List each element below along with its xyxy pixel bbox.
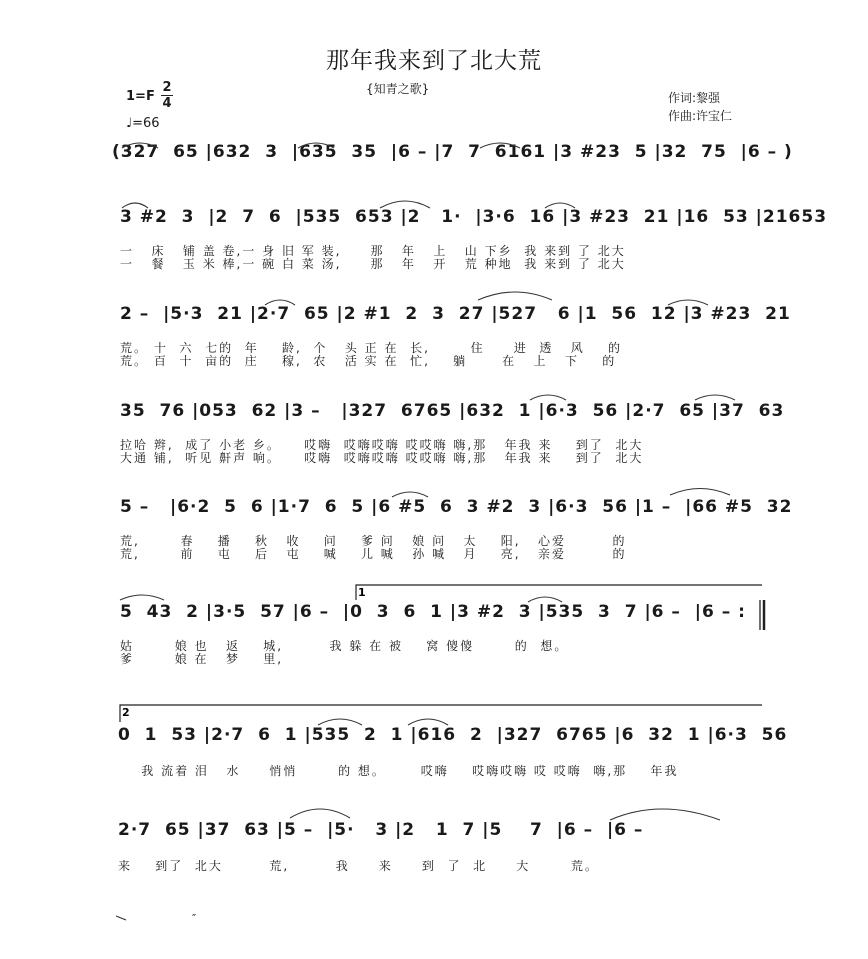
notes-line: 5 43 2 |3·5 57 |6 – |0 3 6 1 |3 #2 3 |535 3 7 |6 – |6 – : <box>120 602 746 622</box>
slur-mark <box>290 809 350 818</box>
lyrics-verse-2: 荒。 百 十 亩的 庄 稼, 农 活 实 在 忙, 躺 在 上 下 的 <box>120 354 617 368</box>
slur-mark <box>120 595 164 600</box>
slur-mark <box>298 143 334 148</box>
key-signature: 1=F <box>126 89 155 104</box>
slur-mark <box>318 719 362 725</box>
lyrics-verse-1: 姑 娘 也 返 城, 我 躲 在 被 窝 傻傻 的 想。 <box>120 639 569 653</box>
footer-mark: ″ <box>192 912 197 925</box>
lyrics-verse-2: 一 餐 玉 米 棒,一 碗 白 菜 汤, 那 年 开 荒 种地 我 来到 了 北大 <box>120 257 626 271</box>
lyrics-verse-2: 大通 铺, 听见 鼾声 响。 哎嗨 哎嗨哎嗨 哎哎嗨 嗨,那 年我 来 到了 北大 <box>120 451 644 465</box>
time-signature-bottom: 4 <box>162 96 172 111</box>
lyrics-verse-2: 爹 娘 在 梦 里, <box>120 652 284 666</box>
slur-mark <box>610 809 720 820</box>
slur-mark <box>528 597 562 602</box>
slur-mark <box>668 300 708 305</box>
lyrics-verse-1: 荒。 十 六 七的 年 龄, 个 头 正 在 长, 住 进 透 风 的 <box>120 341 623 355</box>
slur-mark <box>408 719 448 725</box>
notes-line: (327 65 |632 3 |635 35 |6 – |7 7 6161 |3 #23 5 |32 75 |6 – ) <box>112 142 793 162</box>
notes-line: 2·7 65 |37 63 |5 – |5· 3 |2 1 7 |5 7 |6 – |6 – <box>118 820 644 840</box>
notes-line: 3 #2 3 |2 7 6 |535 653 |2 1· |3·6 16 |3 #23 21 |16 53 |21653 <box>120 207 828 227</box>
time-signature-top: 2 <box>162 80 172 95</box>
lyrics-verse-1: 来 到了 北大 荒, 我 来 到 了 北 大 荒。 <box>118 859 599 873</box>
slur-mark <box>670 489 730 496</box>
slur-mark <box>265 300 295 305</box>
song-title: 那年我来到了北大荒 <box>326 48 542 74</box>
footer-tick <box>116 916 126 920</box>
lyrics-verse-1: 拉哈 辫, 成了 小老 乡。 哎嗨 哎嗨哎嗨 哎哎嗨 嗨,那 年我 来 到了 北大 <box>120 438 644 452</box>
slur-mark <box>478 292 552 300</box>
notes-line: 2 – |5·3 21 |2·7 65 |2 #1 2 3 27 |527 6 |1 56 12 |3 #23 21 <box>120 304 791 324</box>
volta-2-bracket <box>120 705 762 722</box>
composer-credit: 作曲:许宝仁 <box>668 109 733 123</box>
lyrics-verse-2: 荒, 前 屯 后 屯 喊 儿 喊 孙 喊 月 亮, 亲爱 的 <box>120 547 627 561</box>
tempo-marking: ♩=66 <box>126 116 160 131</box>
volta-1-bracket <box>356 585 762 600</box>
volta-1-number: 1 <box>358 586 366 599</box>
notes-line: 35 76 |053 62 |3 – |327 6765 |632 1 |6·3 56 |2·7 65 |37 63 <box>120 401 785 421</box>
slur-mark <box>380 201 430 208</box>
volta-2-number: 2 <box>122 706 130 719</box>
slur-mark <box>480 143 520 148</box>
slur-mark <box>122 143 158 148</box>
notes-line: 5 – |6·2 5 6 |1·7 6 5 |6 #5 6 3 #2 3 |6·3 56 |1 – |66 #5 32 <box>120 497 793 517</box>
lyrics-verse-1: 荒, 春 播 秋 收 问 爹 问 娘 问 太 阳, 心爱 的 <box>120 534 627 548</box>
lyricist-credit: 作词:黎强 <box>668 91 721 105</box>
song-subtitle: {知青之歌} <box>366 82 430 96</box>
lyrics-verse-1: 我 流着 泪 水 悄悄 的 想。 哎嗨 哎嗨哎嗨 哎 哎嗨 嗨,那 年我 <box>118 764 679 778</box>
slur-mark <box>545 203 575 208</box>
notes-line: 0 1 53 |2·7 6 1 |535 2 1 |616 2 |327 6765 |6 32 1 |6·3 56 <box>118 725 788 745</box>
lyrics-verse-1: 一 床 铺 盖 卷,一 身 旧 军 装, 那 年 上 山 下乡 我 来到 了 北大 <box>120 244 626 258</box>
slur-mark <box>530 395 566 400</box>
slur-mark <box>392 492 428 497</box>
slur-mark <box>122 203 148 208</box>
slur-mark <box>695 395 735 400</box>
